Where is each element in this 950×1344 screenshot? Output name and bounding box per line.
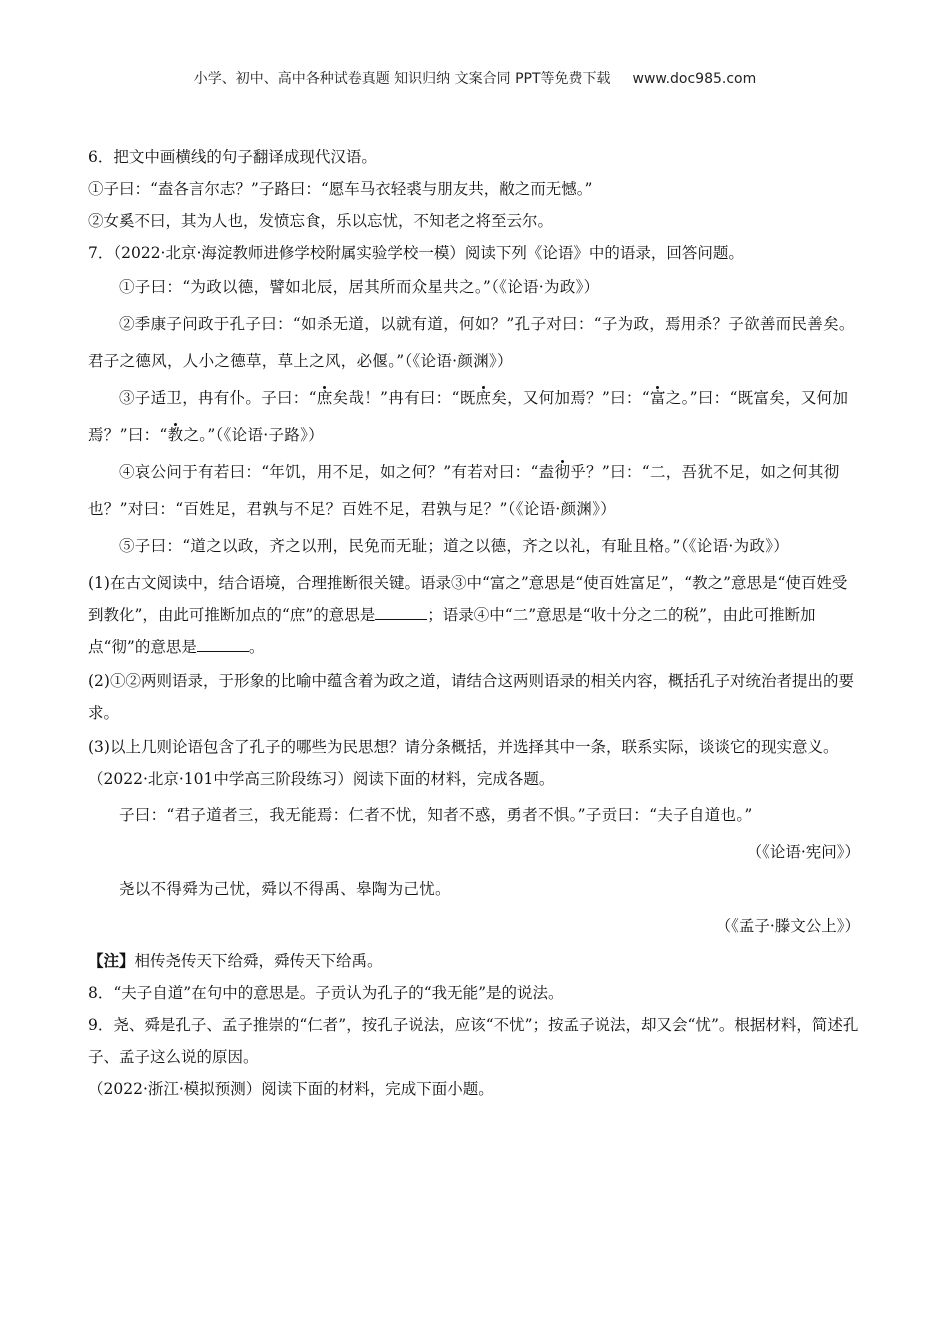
q7-part-2: (2)①②两则语录，于形象的比喻中蕴含着为政之道，请结合这两则语录的相关内容，概括孔子对统治者提出的要求。	[88, 672, 854, 722]
q7-excerpt-3: ③子适卫，冉有仆。子曰：“庶矣哉！”冉有曰：“既庶矣，又何加焉？”曰：“富之。”曰：“既富矣，又何加焉？”曰：“教之。”（《论语·子路》）	[88, 389, 849, 444]
note-label: 【注】	[88, 951, 135, 970]
q7-part-1: (1)在古文阅读中，结合语境，合理推断很关键。语录③中“富之”意思是“使百姓富足”，“教之”意思是“使百姓受到教化”，由此可推断加点的“庶”的意思是 ；语录④中“二”意思是“收十分之二的税”，由此可推断加点“彻”的意思是 。	[88, 574, 848, 656]
q9: 9．尧、舜是孔子、孟子推崇的“仁者”，按孔子说法，应该“不忧”；按孟子说法，却又会“忧”。根据材料，简述孔子、孟子这么说的原因。	[88, 1016, 859, 1066]
passage2-source-2: （《孟子·滕文公上》）	[715, 917, 860, 935]
passage2-text-2: 尧以不得舜为己忧，舜以不得禹、皋陶为己忧。	[119, 880, 451, 898]
page-header	[0, 68, 950, 88]
passage2-source-1: （《论语·宪问》）	[746, 843, 860, 861]
dotted-char-shu: 庶	[316, 389, 333, 407]
q8: 8．“夫子自道”在句中的意思是。子贡认为孔子的“我无能”是的说法。	[88, 984, 564, 1002]
dotted-char-jiao: 教	[167, 426, 184, 444]
header-site[interactable]: www.doc985.com	[632, 71, 757, 87]
document-body	[88, 141, 860, 1105]
q7-excerpt-2: ②季康子问政于孔子曰：“如杀无道，以就有道，何如？”孔子对曰：“子为政，焉用杀？子欲善而民善矣。君子之德风，人小之德草，草上之风，必偃。”（《论语·颜渊》）	[88, 315, 855, 370]
q7-excerpt-1: ①子曰：“为政以德，譬如北辰，居其所而众星共之。”（《论语·为政》）	[119, 278, 600, 296]
passage2-intro: （2022·北京·101中学高三阶段练习）阅读下面的材料，完成各题。	[88, 770, 555, 788]
q7-excerpt-4: ④哀公问于有若曰：“年饥，用不足，如之何？”有若对曰：“盍彻乎？”曰：“二，吾犹不足，如之何其彻也？”对曰：“百姓足，君孰与不足？百姓不足，君孰与足？”（《论语·颜渊》）	[88, 463, 840, 518]
q7-part-3: (3)以上几则论语包含了孔子的哪些为民思想？请分条概括，并选择其中一条，联系实际，谈谈它的现实意义。	[88, 738, 839, 756]
passage2-note: 【注】相传尧传天下给舜，舜传天下给禹。	[88, 951, 383, 970]
q6-title: 6．把文中画横线的句子翻译成现代汉语。	[88, 148, 377, 166]
dotted-char-fu: 富	[649, 389, 666, 407]
q7-excerpt-5: ⑤子曰：“道之以政，齐之以刑，民免而无耻；道之以德，齐之以礼，有耻且格。”（《论语·为政》）	[119, 537, 790, 555]
answer-blank-1[interactable]	[375, 605, 427, 620]
q7-title: 7．（2022·北京·海淀教师进修学校附属实验学校一模）阅读下列《论语》中的语录，回答问题。	[88, 244, 744, 262]
dotted-char-shu-2: 庶	[475, 389, 492, 407]
q6-sentence-1: ①子曰：“盍各言尔志？”子路曰：“愿车马衣轻裘与朋友共，敝之而无憾。”	[88, 180, 593, 198]
q6-sentence-2: ②女奚不曰，其为人也，发愤忘食，乐以忘忧，不知老之将至云尔。	[88, 212, 554, 230]
answer-blank-2[interactable]	[197, 637, 249, 652]
dotted-char-che: 彻	[554, 463, 571, 481]
header-text: 小学、初中、高中各种试卷真题 知识归纳 文案合同 PPT等免费下载	[193, 71, 611, 87]
passage2-text-1: 子曰：“君子道者三，我无能焉：仁者不忧，知者不惑，勇者不惧。”子贡曰：“夫子自道也。”	[119, 806, 753, 824]
passage3-intro: （2022·浙江·模拟预测）阅读下面的材料，完成下面小题。	[88, 1080, 494, 1098]
